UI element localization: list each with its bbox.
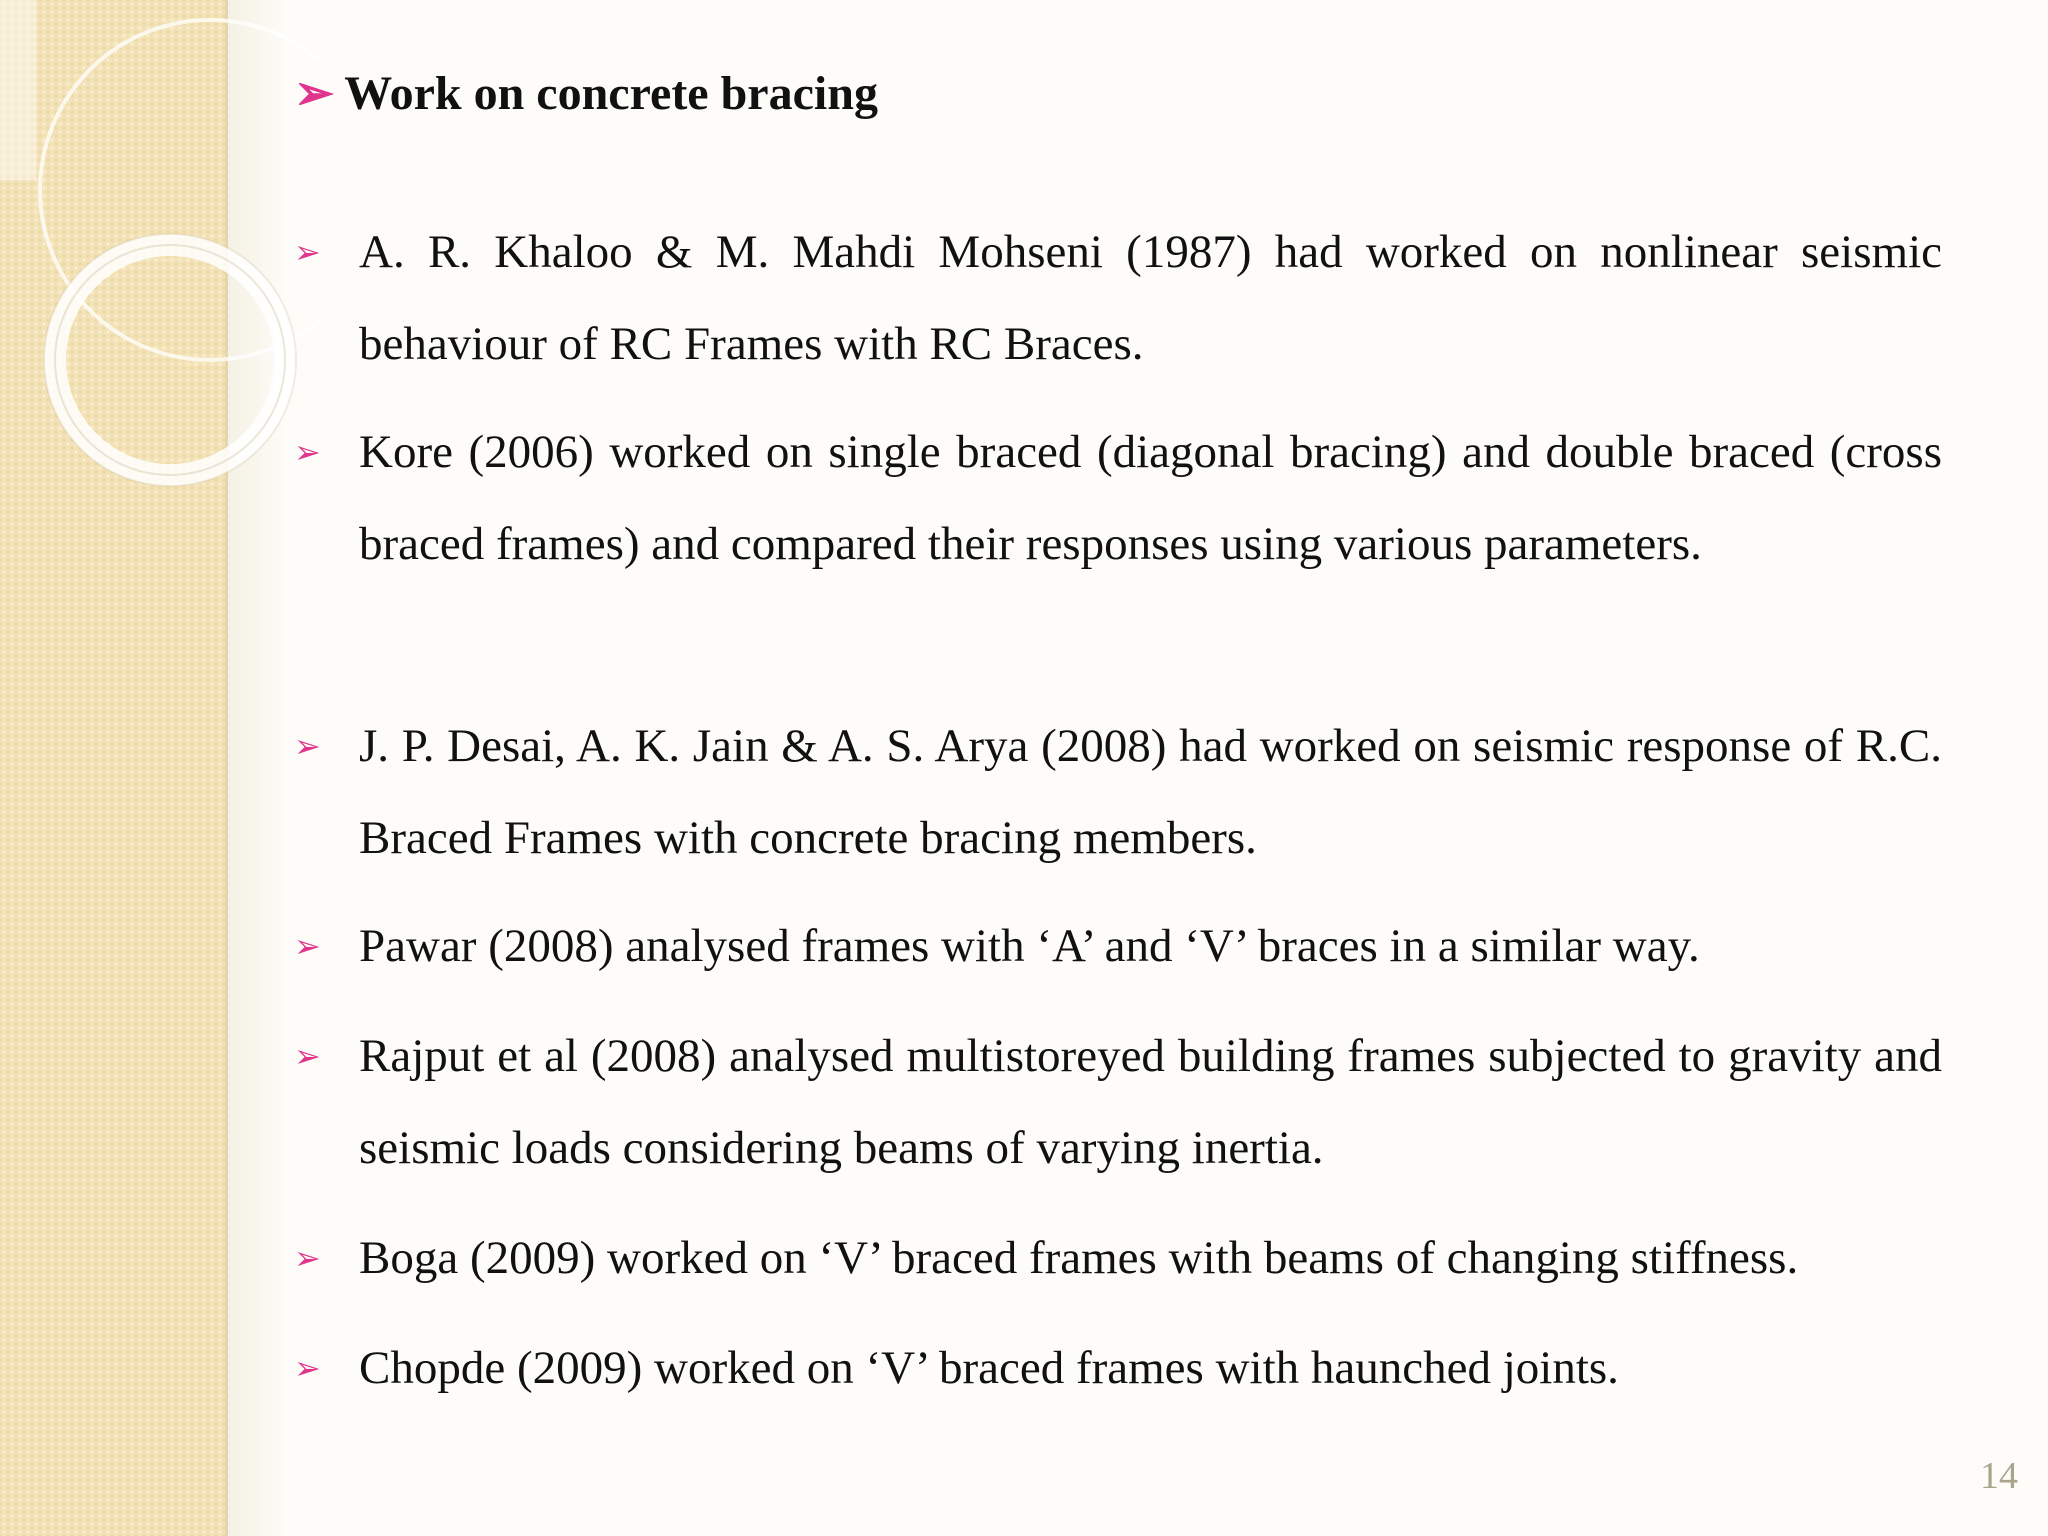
list-item-text: Kore (2006) worked on single braced (diagonal bracing) and double braced (cross braced frames) and compared their responses using various parameters.	[359, 426, 1942, 570]
list-item	[294, 1010, 1942, 1194]
list-item-text: Chopde (2009) worked on ‘V’ braced frames with haunched joints.	[359, 1342, 1619, 1394]
circle-rings-decoration	[0, 0, 320, 520]
arrow-bullet-icon: ➢	[294, 1240, 321, 1276]
list-item	[294, 900, 1942, 992]
arrow-bullet-icon: ➢	[294, 928, 321, 964]
arrow-bullet-icon: ➢	[294, 1350, 321, 1386]
slide-heading	[294, 64, 878, 124]
slide-number: 14	[1980, 1455, 2018, 1497]
list-item-text: J. P. Desai, A. K. Jain & A. S. Arya (2008) had worked on seismic response of R.C. Braced Frames with concrete bracing members.	[359, 720, 1942, 864]
arrow-bullet-icon: ➢	[294, 434, 321, 470]
list-item	[294, 700, 1942, 884]
list-item-text: Pawar (2008) analysed frames with ‘A’ and ‘V’ braces in a similar way.	[359, 920, 1700, 972]
arrow-bullet-icon: ➢	[294, 67, 335, 120]
list-item	[294, 406, 1942, 590]
list-item-text: A. R. Khaloo & M. Mahdi Mohseni (1987) had worked on nonlinear seismic behaviour of RC Frames with RC Braces.	[359, 226, 1942, 370]
slide-heading-text: Work on concrete bracing	[344, 67, 878, 120]
list-item	[294, 1212, 1942, 1304]
arrow-bullet-icon: ➢	[294, 728, 321, 764]
list-item-text: Rajput et al (2008) analysed multistoreyed building frames subjected to gravity and seismic loads considering beams of varying inertia.	[359, 1030, 1942, 1174]
arrow-bullet-icon: ➢	[294, 1038, 321, 1074]
arrow-bullet-icon: ➢	[294, 234, 321, 270]
list-item	[294, 1322, 1942, 1414]
list-item	[294, 206, 1942, 390]
list-item-text: Boga (2009) worked on ‘V’ braced frames with beams of changing stiffness.	[359, 1232, 1799, 1284]
